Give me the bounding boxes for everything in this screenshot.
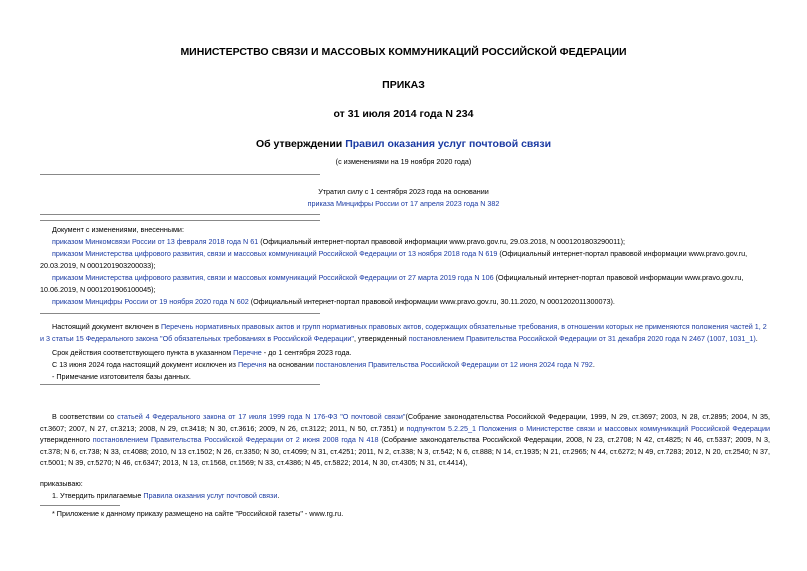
footnote-divider xyxy=(40,505,120,506)
amended-note: (с изменениями на 19 ноября 2020 года) xyxy=(335,157,472,166)
postal-law-link[interactable]: статьей 4 Федерального закона от 17 июля 1999 года N 176-ФЗ "О почтовой связи" xyxy=(117,412,406,421)
body-text: (Собрание законодательства Российской Федерации, 1999, N 29, ст.3697; 2003, N 28, ст.2895; 2004, N 35, ст.3607; 2007, N 27, ст.3213; 2008, N 29, ст.3418; N 30, ст.3616; 2009, N 26, ст.3122; 2011, N 50, ст.7351) и xyxy=(40,412,770,433)
doc-type-heading: ПРИКАЗ xyxy=(382,79,425,91)
divider xyxy=(40,214,320,215)
notice-text: . xyxy=(755,334,758,343)
divider xyxy=(40,174,320,175)
list-link[interactable]: Перечне xyxy=(233,348,262,357)
body-text: утвержденного xyxy=(40,435,93,444)
divider xyxy=(40,220,320,221)
change-link[interactable]: приказом Министерства цифрового развития, связи и массовых коммуникаций Российской Федерации от 27 марта 2019 года N 106 xyxy=(52,273,494,282)
validity-notice xyxy=(52,347,772,359)
change-link[interactable]: приказом Минцифры России от 19 ноября 2020 года N 602 xyxy=(52,297,249,306)
change-item xyxy=(40,272,770,296)
date-number-heading: от 31 июля 2014 года N 234 xyxy=(333,108,474,120)
decree-792-link[interactable]: постановления Правительства Российской Федерации от 12 июня 2024 года N 792 xyxy=(315,360,593,369)
government-decree-link[interactable]: постановлением Правительства Российской Федерации от 31 декабря 2020 года N 2467 (1007, 1031_1) xyxy=(408,334,756,343)
exclusion-notice xyxy=(52,359,772,371)
order-item-1 xyxy=(52,490,772,502)
item-text: 1. Утвердить прилагаемые xyxy=(52,491,144,500)
change-link[interactable]: приказом Минкомсвязи России от 13 февраля 2018 года N 61 xyxy=(52,237,259,246)
notice-text: на основании xyxy=(266,360,316,369)
expired-text: Утратил силу с 1 сентября 2023 года на основании xyxy=(318,187,489,196)
notice-text: Настоящий документ включен в xyxy=(52,322,161,331)
body-text: В соответствии со xyxy=(52,412,118,421)
db-note: - Примечание изготовителя базы данных. xyxy=(52,372,191,381)
changes-intro: Документ с изменениями, внесенными: xyxy=(52,225,184,234)
notice-text: Срок действия соответствующего пункта в указанном xyxy=(52,348,234,357)
ministry-regulation-link[interactable]: подпунктом 5.2.25_1 Положения о Министерстве связи и массовых коммуникаций Российской Федерации xyxy=(406,423,770,433)
footnote: * Приложение к данному приказу размещено на сайте "Российской газеты" - www.rg.ru. xyxy=(52,509,344,518)
change-source: (Официальный интернет-портал правовой информации www.pravo.gov.ru, 20.03.2019, N 0001201903200033); xyxy=(40,249,748,270)
list-link[interactable]: Перечень нормативных правовых актов и групп нормативных правовых актов, содержащих обязательные требования, в отношении которых не применяются положения частей 1, 2 и 3 статьи 15 Федерального закона "Об обязательных требованиях в Российской Федерации" xyxy=(40,322,767,343)
item-text: . xyxy=(277,491,280,500)
title-rules-link[interactable]: Правил оказания услуг почтовой связи xyxy=(345,138,552,150)
approved-rules-link[interactable]: Правила оказания услуг почтовой связи xyxy=(143,491,278,500)
divider xyxy=(40,384,320,385)
change-item xyxy=(40,236,770,248)
divider xyxy=(40,313,320,314)
change-source: (Официальный интернет-портал правовой информации www.pravo.gov.ru, 29.03.2018, N 0001201803290011); xyxy=(258,237,625,246)
change-source: (Официальный интернет-портал правовой информации www.pravo.gov.ru, 30.11.2020, N 0001202011300073). xyxy=(248,297,615,306)
change-link[interactable]: приказом Министерства цифрового развития, связи и массовых коммуникаций Российской Федерации от 13 ноября 2018 года N 619 xyxy=(52,249,498,258)
ministry-heading: МИНИСТЕРСТВО СВЯЗИ И МАССОВЫХ КОММУНИКАЦИЙ РОССИЙСКОЙ ФЕДЕРАЦИИ xyxy=(180,46,627,58)
preamble-paragraph xyxy=(40,411,770,469)
order-word: приказываю: xyxy=(40,479,83,488)
notice-text: , утвержденный xyxy=(353,334,409,343)
decree-418-link[interactable]: постановлением Правительства Российской Федерации от 2 июня 2008 года N 418 xyxy=(92,435,379,444)
expired-order-link[interactable]: приказа Минцифры России от 17 апреля 2023 года N 382 xyxy=(307,199,500,208)
change-source: (Официальный интернет-портал правовой информации www.pravo.gov.ru, 10.06.2019, N 0001201906100045); xyxy=(40,273,744,294)
list-link[interactable]: Перечня xyxy=(237,360,267,369)
change-item xyxy=(40,296,770,308)
notice-text: - до 1 сентября 2023 года. xyxy=(261,348,352,357)
body-text: (Собрание законодательства Российской Федерации, 2008, N 23, ст.2708; N 42, ст.4825; N 46, ст.5337; 2009, N 3, ст.378; N 6, ст.738; N 33, ст.4088; 2010, N 13 ст.1502; N 26, ст.3350; N 30, ст.4099; N 31, ст.4251; 2011, N 2, ст.338; N 3, ст.542; N 6, ст.888; N 14, ст.1935; N 21, ст.2965; N 44, ст.6272; N 49, ст.7283; 2012, N 20, ст.2540; N 37, ст.5001; N 39, ст.5270; N 46, ст.6347; 2013, N 13, ст.1568, ст.1569; N 33, ст.4386; N 45, ст.5822; 2014, N 30, ст.4305; N 31, ст.4414), xyxy=(40,435,770,467)
expired-link-row xyxy=(0,198,807,210)
notice-text: . xyxy=(592,360,595,369)
notice-text: С 13 июня 2024 года настоящий документ исключен из xyxy=(52,360,238,369)
title-prefix: Об утверждении xyxy=(255,138,346,150)
change-item xyxy=(40,248,770,272)
document-title xyxy=(0,138,807,150)
inclusion-notice xyxy=(40,321,770,345)
